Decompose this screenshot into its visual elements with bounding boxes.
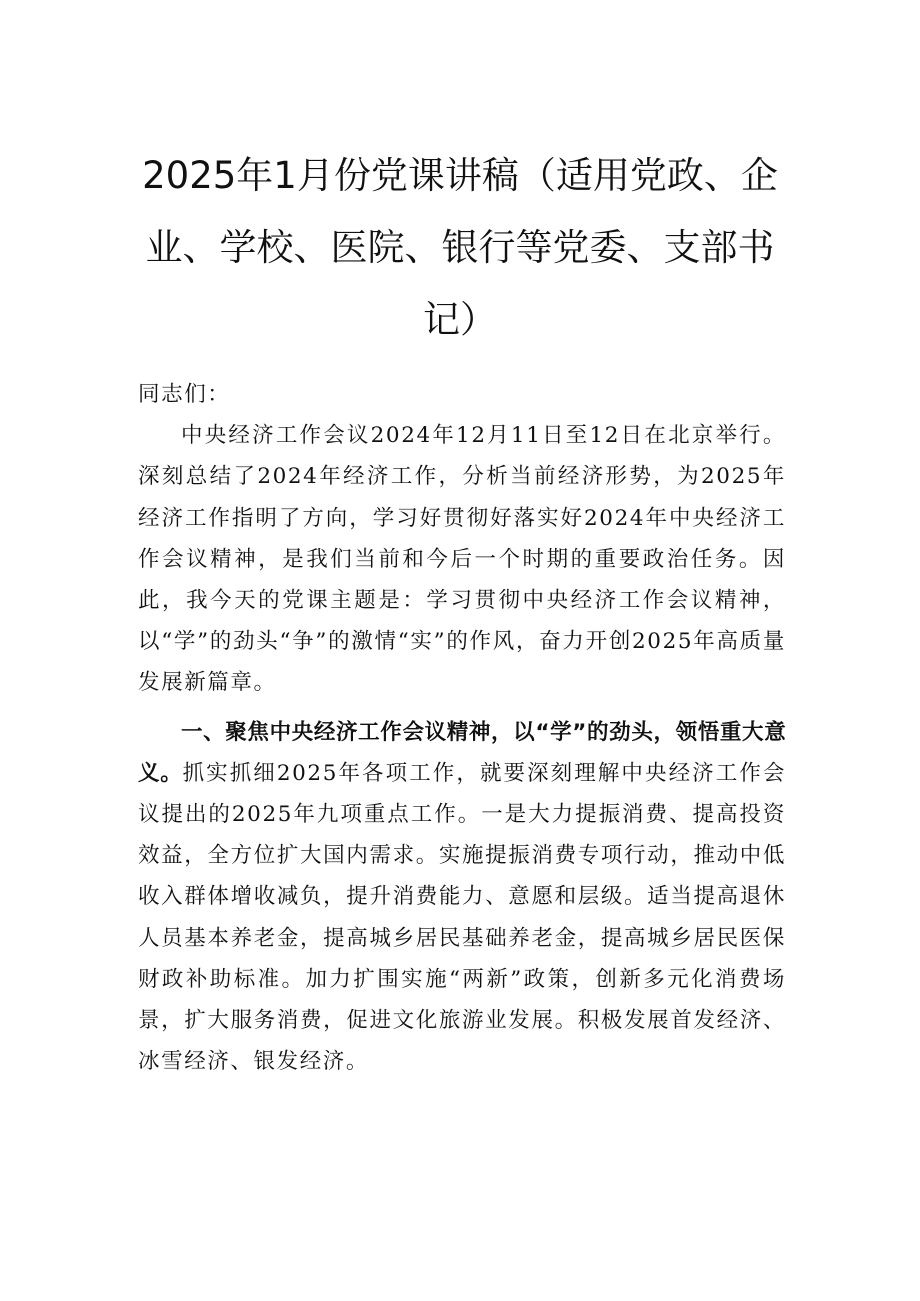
- document-title: 2025年1月份党课讲稿（适用党政、企业、学校、医院、银行等党委、支部书记）: [142, 154, 778, 341]
- section-one-text: 抓实抓细2025年各项工作，就要深刻理解中央经济工作会议提出的2025年九项重点工作。一是大力提振消费、提高投资效益，全方位扩大国内需求。实施提振消费专项行动，推动中低收入群体增收减负，提升消费能力、意愿和层级。适当提高退休人员基本养老金，提高城乡居民基础养老金，提高城乡居民医保财政补助标准。加力扩围实施“两新”政策，创新多元化消费场景，扩大服务消费，促进文化旅游业发展。积极发展首发经济、冰雪经济、银发经济。: [138, 760, 786, 1075]
- document-body: [138, 374, 786, 1082]
- paragraph-intro: 中央经济工作会议2024年12月11日至12日在北京举行。深刻总结了2024年经济工作，分析当前经济形势，为2025年经济工作指明了方向，学习好贯彻好落实好2024年中央经济工作会议精神，是我们当前和今后一个时期的重要政治任务。因此，我今天的党课主题是：学习贯彻中央经济工作会议精神，以“学”的劲头“争”的激情“实”的作风，奋力开创2025年高质量发展新篇章。: [138, 423, 786, 696]
- section-heading-one: 一、聚焦中央经济工作会议精神，以“学”的劲头，领悟重大意义。: [138, 719, 786, 786]
- paragraph-section-one: [138, 712, 786, 1083]
- salutation: 同志们：: [138, 382, 231, 407]
